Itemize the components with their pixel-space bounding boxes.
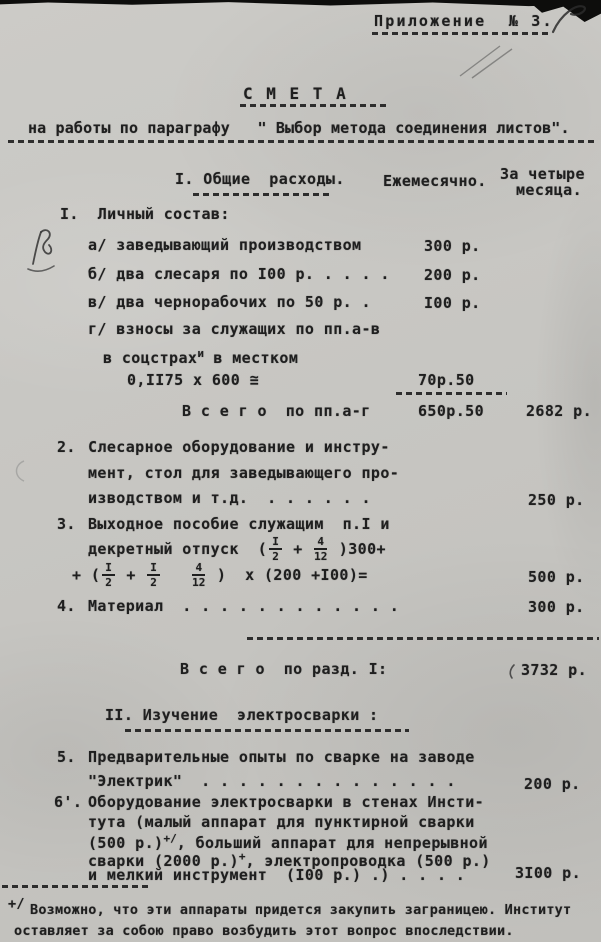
item6-line3	[88, 832, 488, 852]
total-a-g-label: В с е г о по пп.а-г	[182, 402, 371, 420]
fraction-1-2: $\frac{I}{2}$	[147, 562, 160, 588]
item6-footnote-marker: +/	[163, 832, 177, 845]
item6-value: 3I00 р.	[515, 864, 582, 882]
column-four-months-line1: За четыре	[500, 165, 585, 183]
plus-sign: +	[283, 540, 313, 558]
item6-footnote-marker2: +	[238, 850, 246, 863]
annex-underline	[372, 32, 548, 35]
item3-line2-pre: декретный отпуск (	[88, 540, 268, 558]
item5-number: 5.	[57, 748, 76, 766]
plus-sign: +	[116, 566, 146, 584]
item3-line2-post: )300+	[329, 540, 386, 558]
total-a-g-four-month-value: 2682 р.	[526, 402, 593, 420]
item1b-label: б/ два слесаря по I00 р. . . . .	[88, 265, 390, 283]
item4-label: Материал . . . . . . . . . . . .	[88, 597, 400, 615]
footnote-line2: оставляет за собою право возбудить этот вопрос впоследствии.	[14, 923, 514, 939]
subtitle-underline	[8, 140, 597, 143]
item4-value: 300 р.	[528, 598, 585, 616]
item1g-formula: 0,II75 x 600 ≅	[127, 371, 260, 389]
section1-column-header: I. Общие расходы.	[175, 170, 345, 188]
pencil-slash-mark	[452, 40, 518, 82]
item3-line1: Выходное пособие служащим п.I и	[88, 515, 390, 533]
fraction-1-2: $\frac{I}{2}$	[102, 562, 115, 588]
item5-value: 200 р.	[524, 775, 581, 793]
scan-top-edge	[0, 0, 601, 7]
item2-line2: мент, стол для заведывающего про-	[88, 464, 400, 482]
item1g-monthly-value: 70р.50	[418, 371, 475, 389]
item1-heading: I. Личный состав:	[60, 205, 230, 223]
item6-line3-pre: (500 р.)	[88, 834, 164, 852]
item3-number: 3.	[57, 515, 76, 533]
item1v-label: в/ два чернорабочих по 50 р. .	[88, 293, 371, 311]
item1b-monthly-value: 200 р.	[424, 266, 481, 284]
spacer	[162, 566, 190, 584]
section1-header-underline	[193, 193, 331, 196]
footnote-marker: +/	[8, 896, 25, 912]
item6-line4-post: , электропроводка (500 р.)	[245, 852, 491, 870]
fraction-1-2: $\frac{I}{2}$	[269, 536, 282, 562]
fraction-4-12: $\frac{4}{12}$	[314, 535, 328, 563]
item3-value: 500 р.	[528, 568, 585, 586]
section1-total-rule	[247, 637, 599, 640]
item3-line3-post: ) x (200 +I00)=	[207, 566, 368, 584]
section1-total-label: В с е г о по разд. I:	[180, 660, 388, 678]
item1g-line2-post: в местком	[203, 349, 299, 367]
item1g-line2-pre: в соцстрах	[103, 349, 198, 367]
column-four-months-line2: месяца.	[516, 181, 583, 199]
handwritten-flourish-mark	[545, 0, 595, 36]
item6-line4-pre: сварки (2000 р.)	[88, 852, 239, 870]
margin-smudge-mark	[8, 456, 30, 486]
footnote-separator	[2, 885, 149, 888]
item6-line1: Оборудование электросварки в стенах Инсти-	[88, 793, 485, 811]
item5-line1: Предварительные опыты по сварке на заводе	[88, 748, 475, 766]
column-monthly: Ежемесячно.	[383, 172, 487, 190]
handwritten-comma-mark	[505, 662, 519, 680]
item6-line5: и мелкий инструмент (I00 р.) .) . . . .	[88, 866, 466, 884]
item1g-superscript: и	[197, 347, 204, 360]
item2-value: 250 р.	[528, 491, 585, 509]
item2-line1: Слесарное оборудование и инстру-	[88, 438, 390, 456]
item6-line3-post: , больший аппарат для непрерывной	[176, 834, 488, 852]
section2-heading: II. Изучение электросварки :	[105, 706, 379, 724]
section1-total-value: 3732 р.	[521, 661, 588, 679]
item1a-label: а/ заведывающий производством	[88, 236, 362, 254]
item1g-line2	[103, 347, 298, 367]
total-a-g-monthly-value: 650р.50	[418, 402, 485, 420]
item4-number: 4.	[57, 597, 76, 615]
document-title: С М Е Т А	[243, 84, 348, 103]
footnote-line1: Возможно, что эти аппараты придется закупить заграницею. Институт	[30, 902, 572, 918]
handwritten-18-mark	[24, 226, 62, 274]
item3-line3	[72, 562, 368, 588]
item3-line2	[88, 536, 386, 562]
fraction-4-12: $\frac{4}{12}$	[192, 561, 206, 589]
annex-label: Приложение № 3.	[374, 12, 554, 30]
item3-line3-pre: + (	[72, 566, 101, 584]
section2-heading-underline	[125, 729, 409, 732]
title-underline	[240, 104, 386, 107]
subtotal-rule	[396, 392, 507, 395]
item5-line2: "Электрик" . . . . . . . . . . . . . .	[88, 772, 456, 790]
item1a-monthly-value: 300 р.	[424, 237, 481, 255]
document-subtitle: на работы по параграфу " Выбор метода соединения листов".	[28, 119, 570, 137]
item6-line2: тута (малый аппарат для пунктирной сварки	[88, 813, 475, 831]
item1v-monthly-value: I00 р.	[424, 294, 481, 312]
item2-number: 2.	[57, 438, 76, 456]
item1g-line1: г/ взносы за служащих по пп.а-в	[88, 320, 381, 338]
item6-number: 6'.	[54, 793, 83, 811]
item2-line3: изводством и т.д. . . . . . .	[88, 489, 371, 507]
